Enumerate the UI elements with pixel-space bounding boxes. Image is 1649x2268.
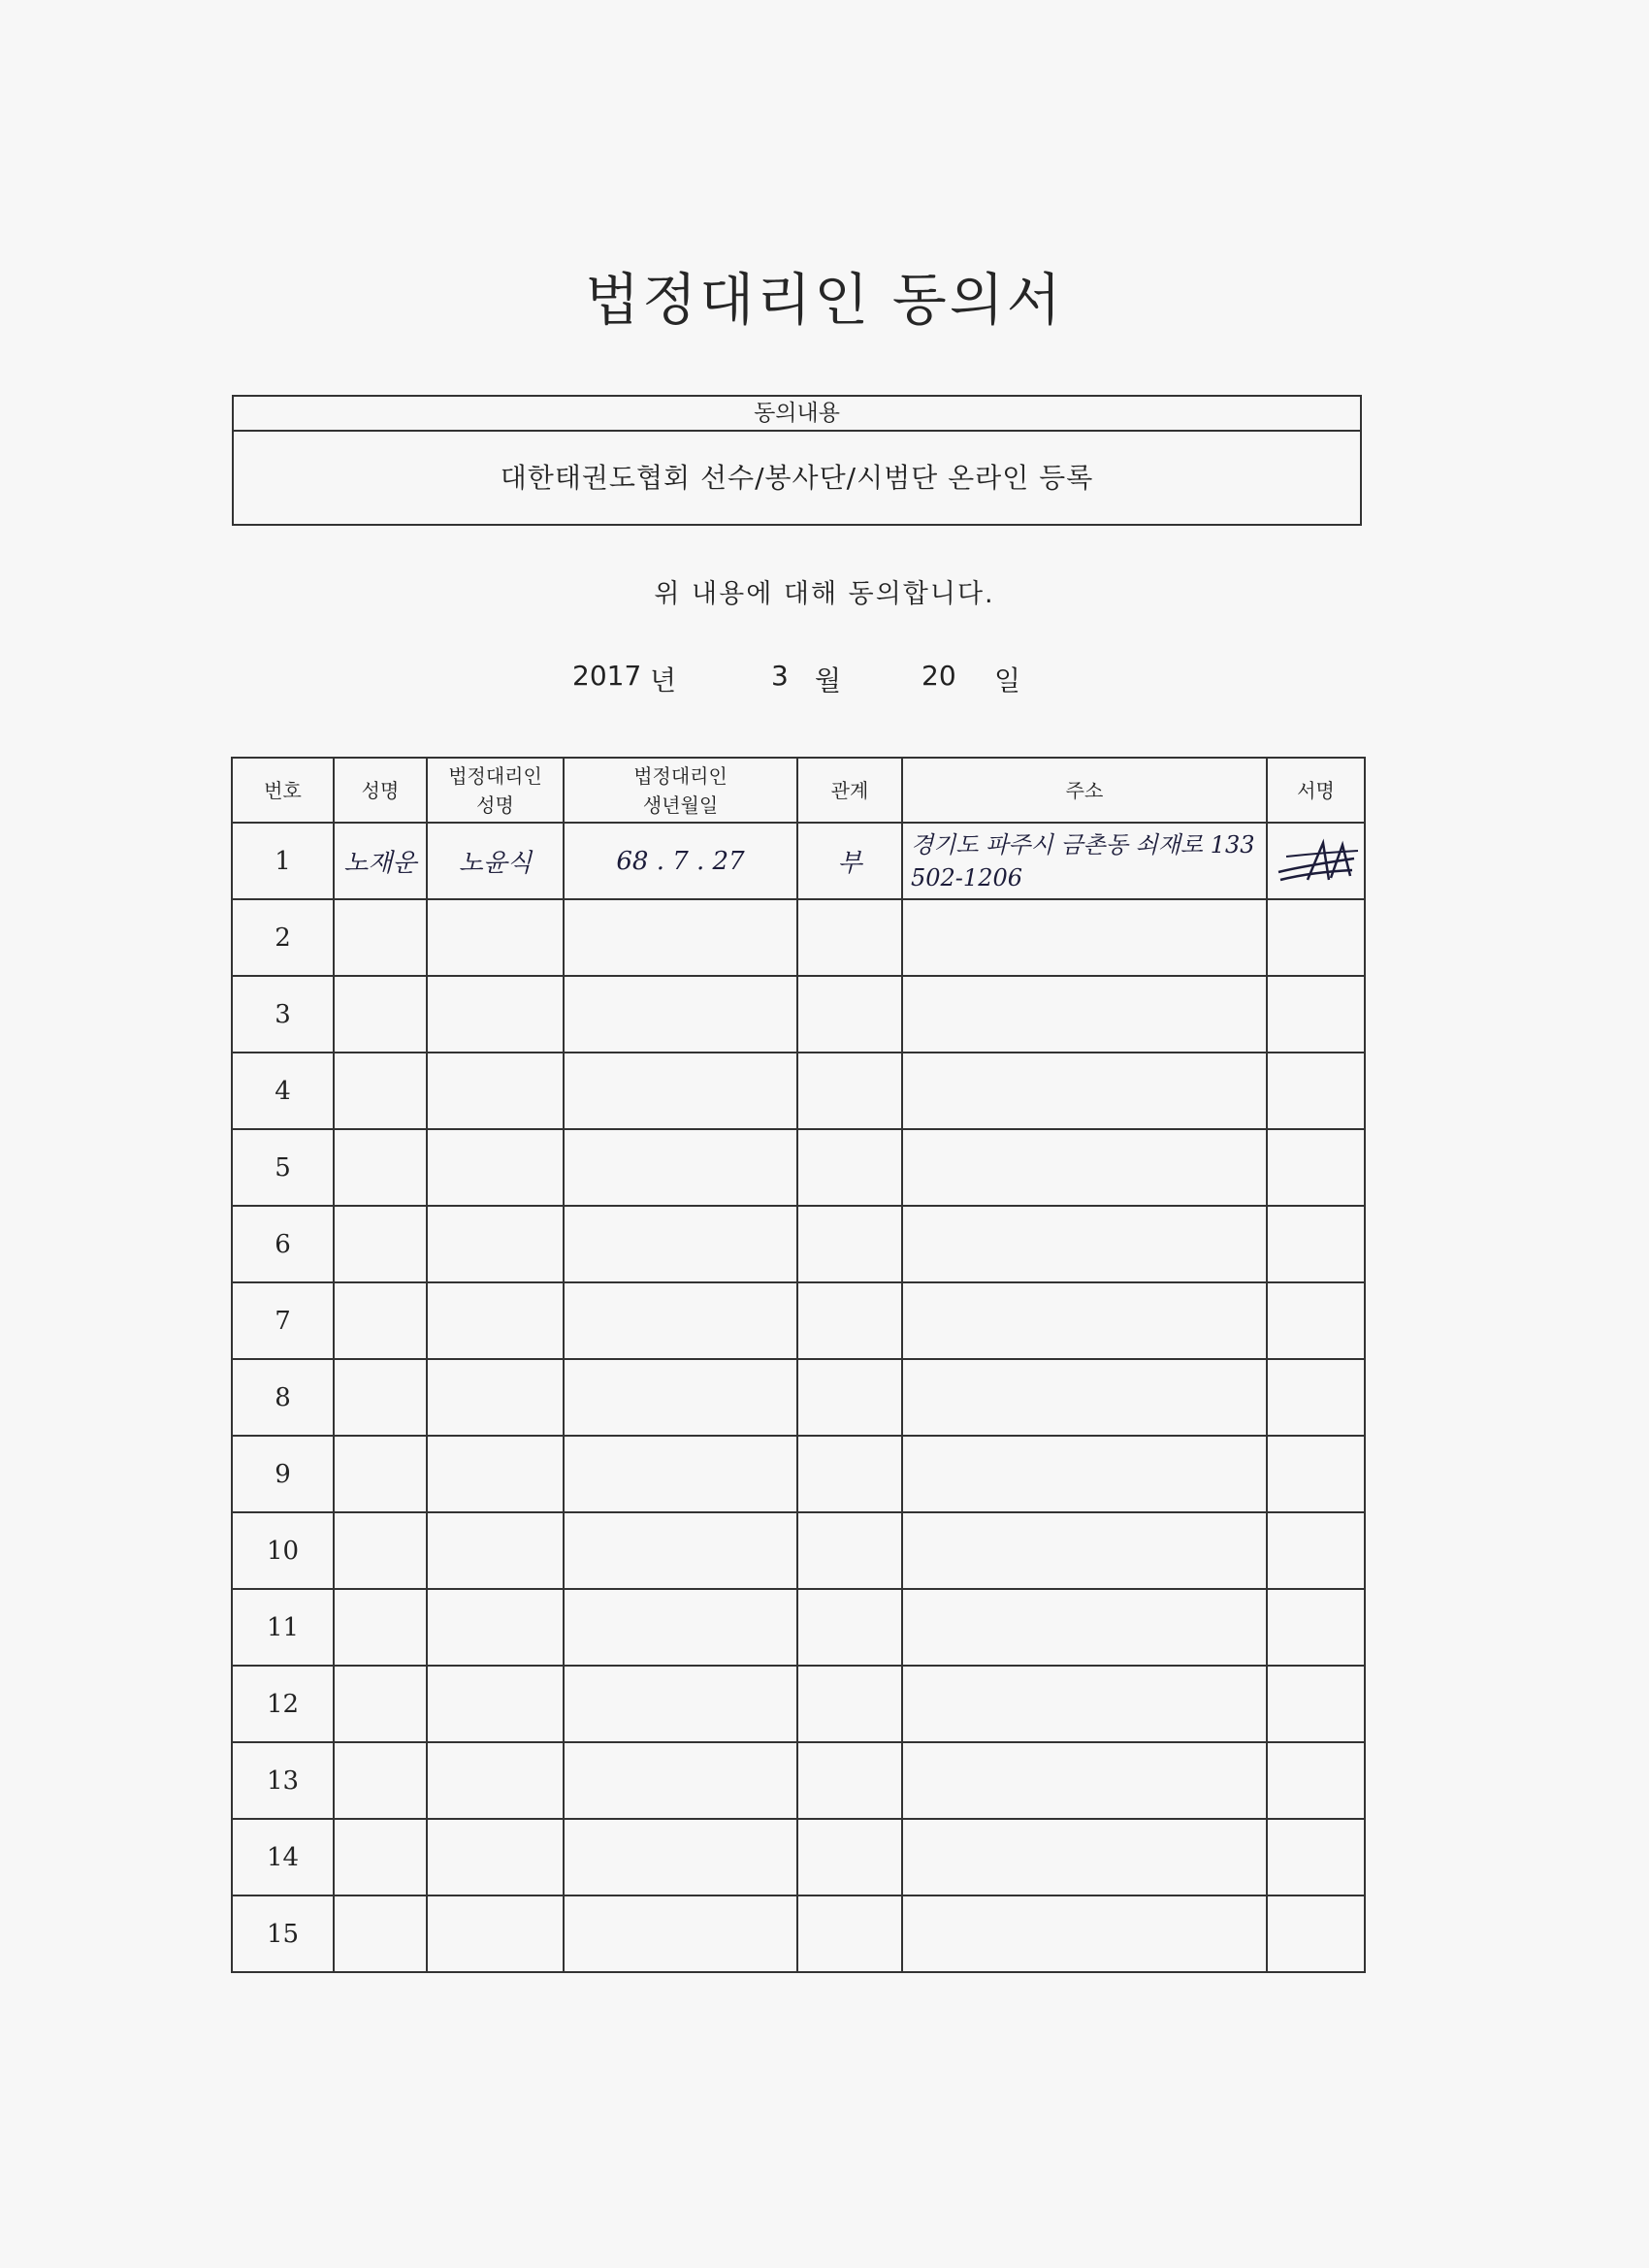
cell-relation	[797, 1359, 902, 1436]
cell-address	[902, 1436, 1267, 1512]
cell-guardian-birth	[564, 1666, 797, 1742]
cell-guardian-name	[427, 1129, 564, 1206]
cell-relation	[797, 1895, 902, 1972]
cell-guardian-birth	[564, 899, 797, 976]
cell-guardian-birth	[564, 1436, 797, 1512]
cell-guardian-birth	[564, 1512, 797, 1589]
cell-address	[902, 899, 1267, 976]
cell-no: 13	[232, 1742, 334, 1819]
cell-guardian-birth	[564, 1819, 797, 1895]
agreement-text: 위 내용에 대해 동의합니다.	[654, 579, 995, 609]
cell-no: 11	[232, 1589, 334, 1666]
consent-content: 대한태권도협회 선수/봉사단/시범단 온라인 등록	[500, 462, 1094, 494]
table-row	[232, 823, 1365, 899]
cell-guardian-name	[427, 1512, 564, 1589]
table-row	[232, 1129, 1365, 1206]
date-year-unit: 년	[650, 664, 677, 697]
cell-guardian-name	[427, 1589, 564, 1666]
date-year: 2017	[572, 660, 642, 692]
cell-guardian-name	[427, 1359, 564, 1436]
date-day: 20	[922, 660, 956, 692]
cell-guardian-birth	[564, 1282, 797, 1359]
cell-signature	[1267, 1129, 1365, 1206]
cell-name	[334, 1053, 427, 1129]
header-guardian-birth: 법정대리인 생년월일	[564, 758, 797, 823]
table-row	[232, 1742, 1365, 1819]
cell-signature	[1267, 1666, 1365, 1742]
consent-header: 동의내용	[234, 397, 1360, 432]
cell-relation	[797, 899, 902, 976]
cell-no: 12	[232, 1666, 334, 1742]
cell-signature	[1267, 1282, 1365, 1359]
cell-name	[334, 1359, 427, 1436]
cell-name	[334, 1666, 427, 1742]
cell-address	[902, 1742, 1267, 1819]
cell-name	[334, 1512, 427, 1589]
cell-guardian-name: 노윤식	[427, 823, 564, 899]
cell-relation	[797, 1053, 902, 1129]
header-address: 주소	[902, 758, 1267, 823]
cell-guardian-birth: 68 . 7 . 27	[564, 823, 797, 899]
cell-name	[334, 1742, 427, 1819]
cell-signature	[1267, 1206, 1365, 1282]
cell-signature	[1267, 1436, 1365, 1512]
cell-guardian-name	[427, 899, 564, 976]
cell-no: 8	[232, 1359, 334, 1436]
cell-signature	[1267, 1819, 1365, 1895]
cell-relation	[797, 1129, 902, 1206]
cell-guardian-name	[427, 976, 564, 1053]
cell-relation	[797, 1589, 902, 1666]
cell-name: 노재운	[334, 823, 427, 899]
cell-relation	[797, 1742, 902, 1819]
cell-relation	[797, 1819, 902, 1895]
cell-signature	[1267, 1742, 1365, 1819]
cell-guardian-birth	[564, 1895, 797, 1972]
table-row	[232, 1895, 1365, 1972]
page-title: 법정대리인 동의서	[585, 267, 1064, 333]
table-row	[232, 1512, 1365, 1589]
cell-relation	[797, 1436, 902, 1512]
table-row	[232, 1282, 1365, 1359]
registration-table	[231, 757, 1366, 1973]
cell-signature	[1267, 899, 1365, 976]
cell-name	[334, 1436, 427, 1512]
cell-signature	[1267, 976, 1365, 1053]
cell-guardian-birth	[564, 1359, 797, 1436]
cell-no: 3	[232, 976, 334, 1053]
header-relation: 관계	[797, 758, 902, 823]
cell-relation	[797, 1512, 902, 1589]
cell-name	[334, 899, 427, 976]
table-row	[232, 1589, 1365, 1666]
cell-no: 4	[232, 1053, 334, 1129]
cell-guardian-birth	[564, 976, 797, 1053]
cell-relation	[797, 1206, 902, 1282]
cell-no: 10	[232, 1512, 334, 1589]
cell-guardian-name	[427, 1819, 564, 1895]
cell-guardian-name	[427, 1053, 564, 1129]
cell-name	[334, 1206, 427, 1282]
cell-relation: 부	[797, 823, 902, 899]
table-row	[232, 1436, 1365, 1512]
cell-relation	[797, 1282, 902, 1359]
cell-address	[902, 976, 1267, 1053]
header-name: 성명	[334, 758, 427, 823]
header-no: 번호	[232, 758, 334, 823]
cell-no: 9	[232, 1436, 334, 1512]
cell-address	[902, 1819, 1267, 1895]
cell-guardian-name	[427, 1436, 564, 1512]
cell-no: 7	[232, 1282, 334, 1359]
table-row	[232, 1359, 1365, 1436]
cell-relation	[797, 1666, 902, 1742]
cell-name	[334, 1895, 427, 1972]
cell-address	[902, 1129, 1267, 1206]
cell-name	[334, 1819, 427, 1895]
cell-address	[902, 1512, 1267, 1589]
cell-address	[902, 1895, 1267, 1972]
cell-no: 6	[232, 1206, 334, 1282]
cell-signature	[1267, 1589, 1365, 1666]
cell-address	[902, 1589, 1267, 1666]
cell-no: 5	[232, 1129, 334, 1206]
table-row	[232, 1666, 1365, 1742]
table-row	[232, 1053, 1365, 1129]
cell-guardian-name	[427, 1282, 564, 1359]
cell-guardian-birth	[564, 1129, 797, 1206]
cell-name	[334, 1589, 427, 1666]
cell-address	[902, 1282, 1267, 1359]
cell-guardian-birth	[564, 1742, 797, 1819]
cell-signature	[1267, 1895, 1365, 1972]
table-row	[232, 899, 1365, 976]
table-row	[232, 1206, 1365, 1282]
cell-address	[902, 1206, 1267, 1282]
cell-guardian-birth	[564, 1589, 797, 1666]
cell-guardian-birth	[564, 1053, 797, 1129]
handwritten-signature	[1267, 823, 1365, 899]
cell-name	[334, 1282, 427, 1359]
date-month: 3	[771, 660, 789, 692]
date-month-unit: 월	[815, 664, 842, 697]
table-row	[232, 976, 1365, 1053]
cell-name	[334, 1129, 427, 1206]
cell-address	[902, 1053, 1267, 1129]
cell-no: 14	[232, 1819, 334, 1895]
cell-name	[334, 976, 427, 1053]
cell-guardian-name	[427, 1742, 564, 1819]
consent-box	[232, 395, 1362, 526]
date-day-unit: 일	[994, 664, 1021, 697]
cell-guardian-name	[427, 1206, 564, 1282]
cell-address: 경기도 파주시 금촌동 쇠재로 133 502-1206	[902, 823, 1267, 899]
cell-address	[902, 1359, 1267, 1436]
cell-no: 15	[232, 1895, 334, 1972]
cell-relation	[797, 976, 902, 1053]
table-row	[232, 1819, 1365, 1895]
header-guardian-name: 법정대리인 성명	[427, 758, 564, 823]
cell-no: 2	[232, 899, 334, 976]
cell-signature	[1267, 1053, 1365, 1129]
signature-scribble-icon	[1273, 837, 1360, 886]
cell-guardian-birth	[564, 1206, 797, 1282]
cell-guardian-name	[427, 1666, 564, 1742]
table-header-row	[232, 758, 1365, 823]
cell-address	[902, 1666, 1267, 1742]
cell-signature	[1267, 1512, 1365, 1589]
cell-no: 1	[232, 823, 334, 899]
cell-guardian-name	[427, 1895, 564, 1972]
header-signature: 서명	[1267, 758, 1365, 823]
cell-signature	[1267, 1359, 1365, 1436]
